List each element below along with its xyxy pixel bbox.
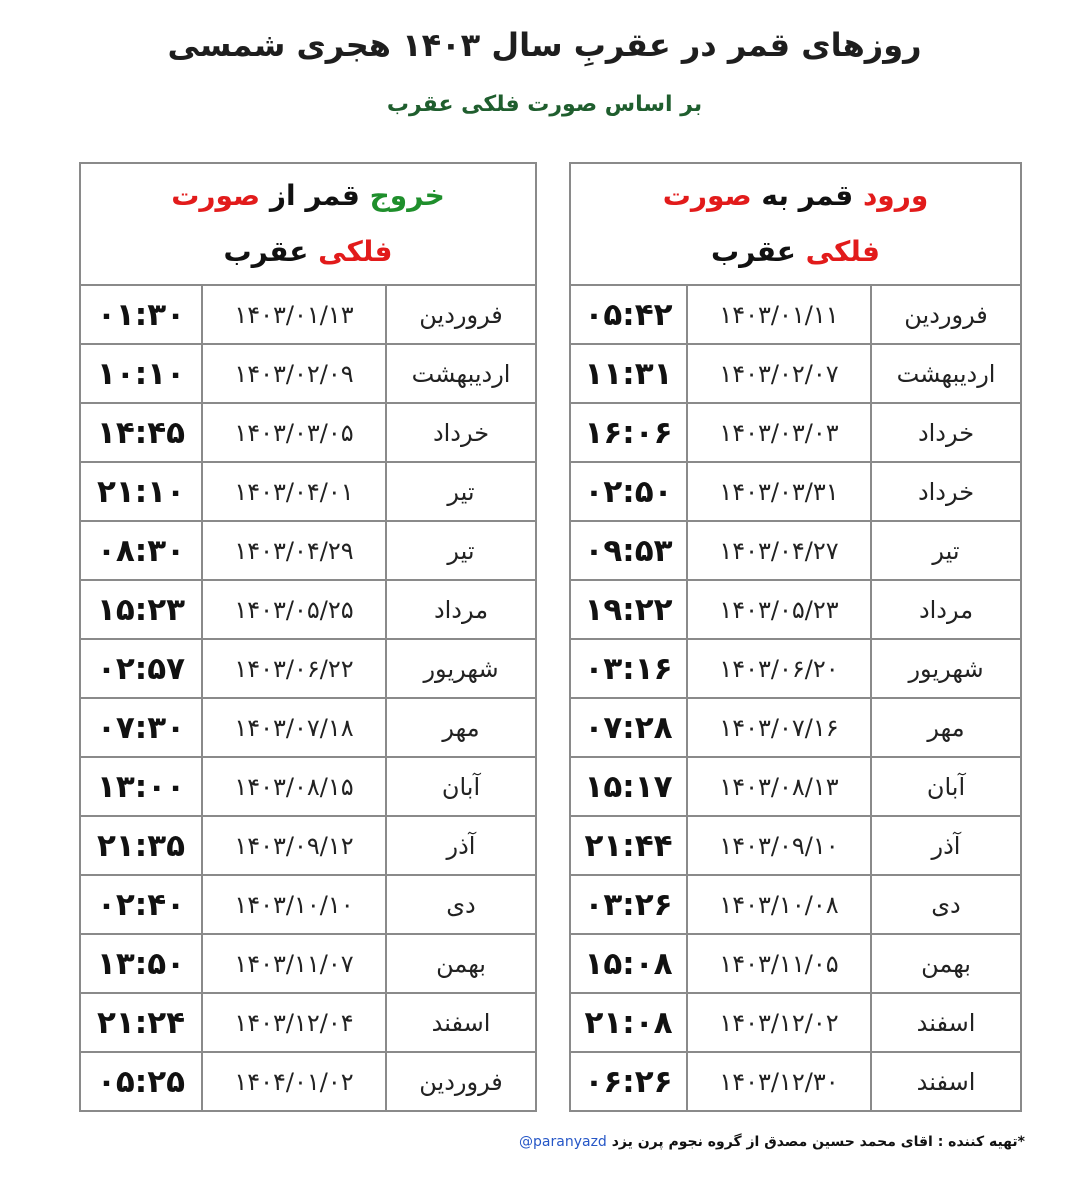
- exit-month-cell: اردیبهشت: [386, 344, 536, 403]
- entry-table-header: [570, 163, 1021, 285]
- exit-header-word-scorpio: عقرب: [223, 235, 309, 268]
- exit-table-row: [80, 639, 536, 698]
- entry-month-cell: شهریور: [871, 639, 1021, 698]
- exit-table-row: [80, 344, 536, 403]
- exit-table-row: [80, 698, 536, 757]
- exit-time-cell: ۰۸:۳۰: [80, 521, 202, 580]
- exit-date-cell: ۱۴۰۳/۰۶/۲۲: [202, 639, 386, 698]
- entry-month-cell: خرداد: [871, 403, 1021, 462]
- entry-table-row: [570, 403, 1021, 462]
- page-subtitle: بر اساس صورت فلکی عقرب: [386, 92, 703, 117]
- entry-date-cell: ۱۴۰۳/۰۷/۱۶: [687, 698, 871, 757]
- exit-date-cell: ۱۴۰۳/۰۳/۰۵: [202, 403, 386, 462]
- entry-table-body: [570, 285, 1021, 1111]
- exit-time-cell: ۰۲:۵۷: [80, 639, 202, 698]
- entry-table-row: [570, 344, 1021, 403]
- entry-time-cell: ۰۳:۱۶: [570, 639, 687, 698]
- entry-time-cell: ۰۲:۵۰: [570, 462, 687, 521]
- exit-header-word-celestial: فلکی: [318, 235, 393, 268]
- exit-month-cell: فروردین: [386, 285, 536, 344]
- exit-time-cell: ۲۱:۱۰: [80, 462, 202, 521]
- exit-table-row: [80, 521, 536, 580]
- entry-date-cell: ۱۴۰۳/۰۴/۲۷: [687, 521, 871, 580]
- entry-month-cell: مرداد: [871, 580, 1021, 639]
- entry-date-cell: ۱۴۰۳/۰۶/۲۰: [687, 639, 871, 698]
- page-title: روزهای قمر در عقربِ سال ۱۴۰۳ هجری شمسی: [167, 26, 922, 64]
- exit-table-row: [80, 816, 536, 875]
- exit-table-row: [80, 993, 536, 1052]
- entry-month-cell: بهمن: [871, 934, 1021, 993]
- exit-month-cell: شهریور: [386, 639, 536, 698]
- exit-table-row: [80, 580, 536, 639]
- exit-time-cell: ۰۵:۲۵: [80, 1052, 202, 1111]
- entry-time-cell: ۲۱:۰۸: [570, 993, 687, 1052]
- exit-header-line2: [81, 224, 535, 280]
- exit-date-cell: ۱۴۰۳/۰۴/۰۱: [202, 462, 386, 521]
- entry-time-cell: ۱۹:۲۲: [570, 580, 687, 639]
- entry-date-cell: ۱۴۰۳/۱۲/۳۰: [687, 1052, 871, 1111]
- exit-date-cell: ۱۴۰۳/۱۱/۰۷: [202, 934, 386, 993]
- exit-table-row: [80, 462, 536, 521]
- exit-header-word-exit: خروج: [369, 179, 445, 212]
- entry-month-cell: فروردین: [871, 285, 1021, 344]
- entry-month-cell: مهر: [871, 698, 1021, 757]
- entry-table-row: [570, 757, 1021, 816]
- entry-time-cell: ۱۱:۳۱: [570, 344, 687, 403]
- exit-table-row: [80, 934, 536, 993]
- entry-date-cell: ۱۴۰۳/۱۰/۰۸: [687, 875, 871, 934]
- exit-month-cell: دی: [386, 875, 536, 934]
- exit-month-cell: خرداد: [386, 403, 536, 462]
- entry-header-line1: [571, 168, 1020, 224]
- entry-table-row: [570, 462, 1021, 521]
- entry-time-cell: ۰۳:۲۶: [570, 875, 687, 934]
- exit-table-body: [80, 285, 536, 1111]
- exit-date-cell: ۱۴۰۳/۱۲/۰۴: [202, 993, 386, 1052]
- entry-month-cell: اسفند: [871, 1052, 1021, 1111]
- exit-header-word-from: از: [269, 179, 296, 212]
- entry-table-row: [570, 875, 1021, 934]
- entry-table-row: [570, 698, 1021, 757]
- exit-month-cell: مرداد: [386, 580, 536, 639]
- credits-prefix: *تهیه کننده :: [937, 1134, 1025, 1150]
- exit-date-cell: ۱۴۰۳/۰۱/۱۳: [202, 285, 386, 344]
- exit-table: [79, 162, 537, 1112]
- exit-month-cell: مهر: [386, 698, 536, 757]
- entry-table-row: [570, 521, 1021, 580]
- entry-time-cell: ۱۵:۱۷: [570, 757, 687, 816]
- entry-date-cell: ۱۴۰۳/۰۲/۰۷: [687, 344, 871, 403]
- entry-header-line2: [571, 224, 1020, 280]
- exit-header-line1: [81, 168, 535, 224]
- credits-handle: @paranyazd: [519, 1134, 607, 1150]
- exit-date-cell: ۱۴۰۳/۰۵/۲۵: [202, 580, 386, 639]
- exit-month-cell: تیر: [386, 462, 536, 521]
- entry-date-cell: ۱۴۰۳/۱۱/۰۵: [687, 934, 871, 993]
- exit-month-cell: تیر: [386, 521, 536, 580]
- entry-table-row: [570, 639, 1021, 698]
- exit-month-cell: اسفند: [386, 993, 536, 1052]
- exit-time-cell: ۱۵:۲۳: [80, 580, 202, 639]
- exit-table-row: [80, 875, 536, 934]
- exit-date-cell: ۱۴۰۴/۰۱/۰۲: [202, 1052, 386, 1111]
- exit-month-cell: آبان: [386, 757, 536, 816]
- entry-table-row: [570, 285, 1021, 344]
- entry-header-cell: [570, 163, 1021, 285]
- exit-header-cell: [80, 163, 536, 285]
- entry-month-cell: آذر: [871, 816, 1021, 875]
- exit-time-cell: ۱۳:۵۰: [80, 934, 202, 993]
- entry-table-row: [570, 1052, 1021, 1111]
- entry-header-word-scorpio: عقرب: [711, 235, 796, 268]
- credits-footer: [519, 1134, 1025, 1150]
- entry-table-row: [570, 816, 1021, 875]
- entry-time-cell: ۰۶:۲۶: [570, 1052, 687, 1111]
- entry-time-cell: ۱۵:۰۸: [570, 934, 687, 993]
- entry-date-cell: ۱۴۰۳/۰۱/۱۱: [687, 285, 871, 344]
- entry-time-cell: ۲۱:۴۴: [570, 816, 687, 875]
- entry-month-cell: دی: [871, 875, 1021, 934]
- exit-time-cell: ۱۰:۱۰: [80, 344, 202, 403]
- exit-month-cell: فروردین: [386, 1052, 536, 1111]
- exit-date-cell: ۱۴۰۳/۱۰/۱۰: [202, 875, 386, 934]
- exit-table-row: [80, 1052, 536, 1111]
- exit-time-cell: ۲۱:۲۴: [80, 993, 202, 1052]
- exit-date-cell: ۱۴۰۳/۰۸/۱۵: [202, 757, 386, 816]
- entry-time-cell: ۰۵:۴۲: [570, 285, 687, 344]
- exit-time-cell: ۱۳:۰۰: [80, 757, 202, 816]
- exit-header-word-moon: قمر: [305, 179, 360, 212]
- exit-time-cell: ۱۴:۴۵: [80, 403, 202, 462]
- credits-author: اقای محمد حسین مصدق از گروه نجوم پرن یزد: [611, 1134, 933, 1150]
- entry-month-cell: اردیبهشت: [871, 344, 1021, 403]
- exit-header-word-form: صورت: [171, 179, 261, 212]
- entry-time-cell: ۰۹:۵۳: [570, 521, 687, 580]
- entry-header-word-to: به: [761, 179, 789, 212]
- entry-time-cell: ۰۷:۲۸: [570, 698, 687, 757]
- exit-date-cell: ۱۴۰۳/۰۲/۰۹: [202, 344, 386, 403]
- entry-table-row: [570, 993, 1021, 1052]
- exit-time-cell: ۰۲:۴۰: [80, 875, 202, 934]
- exit-time-cell: ۰۱:۳۰: [80, 285, 202, 344]
- exit-date-cell: ۱۴۰۳/۰۴/۲۹: [202, 521, 386, 580]
- entry-month-cell: آبان: [871, 757, 1021, 816]
- entry-date-cell: ۱۴۰۳/۰۹/۱۰: [687, 816, 871, 875]
- exit-time-cell: ۲۱:۳۵: [80, 816, 202, 875]
- entry-date-cell: ۱۴۰۳/۰۳/۳۱: [687, 462, 871, 521]
- entry-date-cell: ۱۴۰۳/۰۳/۰۳: [687, 403, 871, 462]
- entry-date-cell: ۱۴۰۳/۰۵/۲۳: [687, 580, 871, 639]
- entry-header-word-entry: ورود: [862, 179, 929, 212]
- entry-header-word-moon: قمر: [798, 179, 854, 212]
- entry-date-cell: ۱۴۰۳/۰۸/۱۳: [687, 757, 871, 816]
- entry-date-cell: ۱۴۰۳/۱۲/۰۲: [687, 993, 871, 1052]
- entry-table-row: [570, 934, 1021, 993]
- exit-table-row: [80, 285, 536, 344]
- entry-header-word-celestial: فلکی: [805, 235, 880, 268]
- entry-time-cell: ۱۶:۰۶: [570, 403, 687, 462]
- exit-table-header: [80, 163, 536, 285]
- entry-table-row: [570, 580, 1021, 639]
- entry-month-cell: تیر: [871, 521, 1021, 580]
- exit-date-cell: ۱۴۰۳/۰۹/۱۲: [202, 816, 386, 875]
- exit-table-row: [80, 757, 536, 816]
- exit-month-cell: آذر: [386, 816, 536, 875]
- exit-month-cell: بهمن: [386, 934, 536, 993]
- entry-month-cell: اسفند: [871, 993, 1021, 1052]
- exit-time-cell: ۰۷:۳۰: [80, 698, 202, 757]
- entry-month-cell: خرداد: [871, 462, 1021, 521]
- exit-date-cell: ۱۴۰۳/۰۷/۱۸: [202, 698, 386, 757]
- exit-table-row: [80, 403, 536, 462]
- entry-table: [569, 162, 1022, 1112]
- entry-header-word-form: صورت: [662, 179, 752, 212]
